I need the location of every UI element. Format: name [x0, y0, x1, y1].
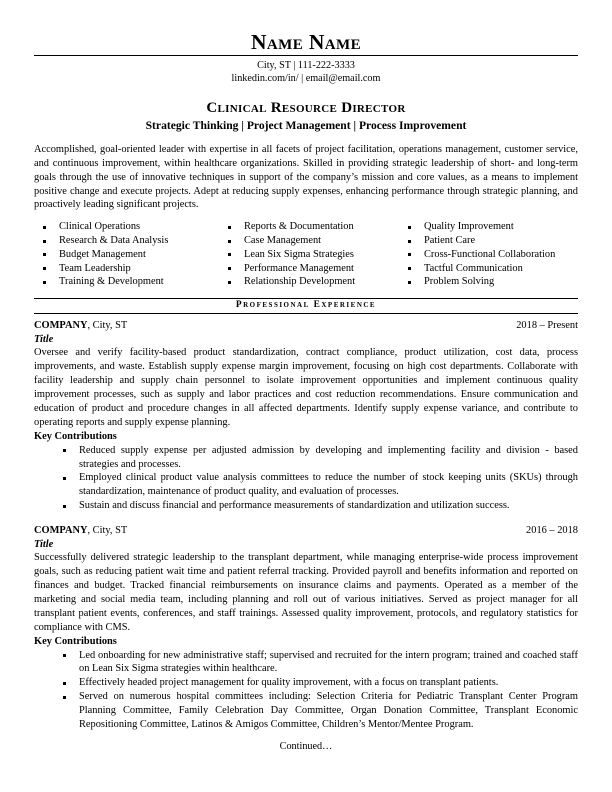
skill-item: Problem Solving: [399, 275, 578, 289]
skill-item: Clinical Operations: [34, 220, 219, 234]
skill-item: Research & Data Analysis: [34, 234, 219, 248]
job-description: Oversee and verify facility-based product standardization, contract compliance, product utilization, cost data, process improvements, and waste. Establish supply expense margin improvement, focusing on high cost departments. Collaborate with facility leadership and supply chain personnel to isolate improvement opportunities and implement continuous quality improvement processes, such as supply and labor practices and cost reduction recommendations. Ensure communication and education of product and procedure changes in all affected departments. Identify supply expense variance, and contribute to operating reports and supply expense planning.: [34, 347, 578, 428]
key-contributions-label: Key Contributions: [34, 430, 117, 442]
skills-column-2: [219, 220, 399, 289]
job-location: , City, ST: [87, 320, 128, 332]
skill-item: Lean Six Sigma Strategies: [219, 248, 399, 262]
skill-item: Patient Care: [399, 234, 578, 248]
professional-headline: Clinical Resource Director: [206, 99, 406, 116]
key-contributions-list: [34, 649, 578, 732]
job-company: COMPANY: [34, 320, 88, 332]
skill-item: Relationship Development: [219, 275, 399, 289]
experience-entry: [34, 319, 578, 513]
contribution-item: Effectively headed project management for quality improvement, with a focus on transplant patients.: [34, 676, 578, 690]
section-title: Professional Experience: [34, 299, 578, 314]
candidate-name: Name Name: [250, 30, 362, 54]
skill-item: Cross-Functional Collaboration: [399, 248, 578, 262]
professional-tagline: Strategic Thinking | Project Management | Process Improvement: [145, 118, 467, 132]
contribution-item: Employed clinical product value analysis committees to reduce the number of stock keeping units (SKUs) through standardization, maintenance of product quality, and evaluation of processes.: [34, 471, 578, 499]
job-title: Title: [34, 333, 54, 345]
job-employer-line: [34, 524, 127, 538]
contribution-item: Served on numerous hospital committees including: Selection Criteria for Pediatric Transplant Center Program Planning Committee, Family Celebration Day Committee, Organ Donation Committee, Transplant Economic Repositioning Committee, Latinos & Amigos Committee, Children’s Mentor/Mentee Program.: [34, 690, 578, 732]
contact-line-phone: City, ST | 111-222-3333: [257, 59, 355, 71]
job-location: , City, ST: [87, 525, 128, 537]
job-header: [34, 524, 578, 538]
skill-item: Quality Improvement: [399, 220, 578, 234]
skill-item: Reports & Documentation: [219, 220, 399, 234]
job-header: [34, 319, 578, 333]
skills-column-3: [399, 220, 578, 289]
resume-page: [34, 0, 578, 792]
job-employer-line: [34, 319, 127, 333]
contribution-item: Led onboarding for new administrative staff; supervised and recruited for the intern program; trained and coached staff on Lean Six Sigma strategies within healthcare.: [34, 649, 578, 677]
contact-block: [34, 56, 578, 86]
page-footer: Continued…: [279, 741, 333, 752]
key-contributions-list: [34, 444, 578, 513]
job-company: COMPANY: [34, 525, 88, 537]
contact-line-online: linkedin.com/in/ | email@email.com: [231, 73, 381, 85]
skill-item: Performance Management: [219, 262, 399, 276]
skill-item: Tactful Communication: [399, 262, 578, 276]
job-dates: 2016 – 2018: [526, 525, 578, 537]
skill-item: Training & Development: [34, 275, 219, 289]
skill-item: Case Management: [219, 234, 399, 248]
skills-column-1: [34, 220, 219, 289]
job-dates: 2018 – Present: [516, 320, 578, 332]
skill-item: Budget Management: [34, 248, 219, 262]
skill-item: Team Leadership: [34, 262, 219, 276]
contribution-item: Sustain and discuss financial and performance measurements of standardization and utilization success.: [34, 499, 578, 513]
key-contributions-label: Key Contributions: [34, 635, 117, 647]
professional-summary: Accomplished, goal-oriented leader with expertise in all facets of project facilitation, operations management, customer service, and continuous improvement, within healthcare organizations. Skilled in providing strategic leadership of short- and long-term goals through the use of innovative techniques in support of the company’s mission and core values, as a means to implement positive change and execute projects. Adept at reducing supply expenses, enhancing performance through strategic planning, and proactively leading significant projects.: [34, 143, 578, 211]
contribution-item: Reduced supply expense per adjusted admission by developing and implementing facility and division - based strategies and processes.: [34, 444, 578, 472]
experience-section-header: [34, 298, 578, 314]
job-title: Title: [34, 538, 54, 550]
job-description: Successfully delivered strategic leadership to the transplant department, while managing enterprise-wide process improvement goals, such as reducing patient wait time and patient referral tracking. Provided payroll and benefits information and reported on finances and budget. Tracked financial reimbursements on insurance claims and payments. Operated as a member of the marketing and social media team, including planning and roll out of various initiatives. Served as project manager for all transplant patient events, conferences, and staff trainings. Assessed quality improvement, protocols, and regulatory statistics for compliance with CMS.: [34, 552, 578, 633]
core-competencies: [34, 220, 578, 289]
experience-entry: [34, 524, 578, 732]
